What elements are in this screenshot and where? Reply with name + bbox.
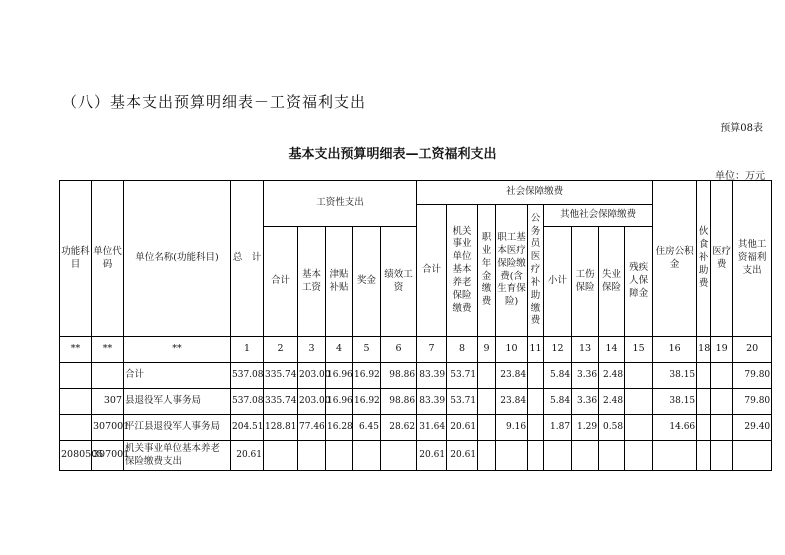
col-bonus: 奖金 [353, 227, 381, 337]
amount-cell: 20.61 [447, 441, 478, 471]
amount-cell: 83.39 [417, 389, 447, 415]
index-cell: 13 [572, 337, 599, 363]
code-cell: 307001 [92, 441, 124, 471]
amount-cell: 1.29 [572, 415, 599, 441]
col-medical: 职工基本医疗保险缴费(含生育保险) [496, 205, 528, 337]
index-cell: 4 [326, 337, 353, 363]
index-cell: 10 [496, 337, 528, 363]
amount-cell: 0.58 [599, 415, 625, 441]
code-cell: 307 [92, 389, 124, 415]
amount-cell [697, 415, 711, 441]
amount-cell: 53.71 [447, 389, 478, 415]
amount-cell: 53.71 [447, 363, 478, 389]
amount-cell: 203.00 [298, 389, 326, 415]
amount-cell: 79.80 [733, 389, 772, 415]
amount-cell: 16.92 [353, 389, 381, 415]
org-name-cell: 县退役军人事务局 [124, 389, 231, 415]
amount-cell [711, 363, 733, 389]
amount-cell [326, 441, 353, 471]
amount-cell: 5.84 [544, 363, 572, 389]
amount-cell [697, 363, 711, 389]
table-row [60, 363, 772, 389]
index-cell: 12 [544, 337, 572, 363]
amount-cell: 203.00 [298, 363, 326, 389]
amount-cell: 6.45 [353, 415, 381, 441]
amount-cell: 1.87 [544, 415, 572, 441]
index-cell: ** [124, 337, 231, 363]
index-cell: 7 [417, 337, 447, 363]
group-salary: 工资性支出 [264, 181, 417, 227]
index-row [60, 337, 772, 363]
amount-cell: 16.96 [326, 389, 353, 415]
col-civil-medical: 公务员医疗补助缴费 [528, 205, 544, 337]
index-cell: 8 [447, 337, 478, 363]
amount-cell [697, 389, 711, 415]
code-cell: 2080505 [60, 441, 92, 471]
amount-cell: 537.08 [231, 389, 264, 415]
amount-cell [496, 441, 528, 471]
amount-cell: 5.84 [544, 389, 572, 415]
amount-cell [599, 441, 625, 471]
amount-cell [625, 441, 653, 471]
code-cell: 307001 [92, 415, 124, 441]
table-row [60, 389, 772, 415]
col-unemployment: 失业保险 [599, 227, 625, 337]
table-header [60, 181, 772, 363]
section-title: （八）基本支出预算明细表－工资福利支出 [62, 93, 367, 111]
index-cell: 14 [599, 337, 625, 363]
col-allowance: 津贴补贴 [326, 227, 353, 337]
amount-cell: 20.61 [447, 415, 478, 441]
index-cell: 20 [733, 337, 772, 363]
index-cell: 1 [231, 337, 264, 363]
amount-cell: 23.84 [496, 363, 528, 389]
amount-cell [381, 441, 417, 471]
index-cell: 18 [697, 337, 711, 363]
col-performance: 绩效工资 [381, 227, 417, 337]
amount-cell: 2.48 [599, 389, 625, 415]
amount-cell [653, 441, 697, 471]
code-cell [60, 415, 92, 441]
amount-cell: 31.64 [417, 415, 447, 441]
amount-cell: 20.61 [231, 441, 264, 471]
amount-cell: 16.96 [326, 363, 353, 389]
code-cell [60, 389, 92, 415]
amount-cell: 29.40 [733, 415, 772, 441]
index-cell: 19 [711, 337, 733, 363]
col-org-code: 单位代码 [92, 181, 124, 337]
amount-cell [544, 441, 572, 471]
col-medical-fee: 医疗费 [711, 181, 733, 337]
amount-cell: 20.61 [417, 441, 447, 471]
table-body [60, 363, 772, 471]
amount-cell: 204.51 [231, 415, 264, 441]
col-injury: 工伤保险 [572, 227, 599, 337]
table-row [60, 415, 772, 441]
amount-cell: 14.66 [653, 415, 697, 441]
amount-cell [572, 441, 599, 471]
amount-cell: 335.74 [264, 363, 298, 389]
col-pension: 机关事业单位基本养老保险缴费 [447, 205, 478, 337]
col-total: 总 计 [231, 181, 264, 337]
index-cell: 9 [478, 337, 496, 363]
welfare-expenditure-table [59, 180, 772, 471]
col-housing-fund: 住房公积金 [653, 181, 697, 337]
amount-cell: 98.86 [381, 389, 417, 415]
amount-cell [697, 441, 711, 471]
amount-cell [711, 389, 733, 415]
amount-cell [528, 441, 544, 471]
index-cell: 6 [381, 337, 417, 363]
amount-cell: 38.15 [653, 389, 697, 415]
amount-cell: 28.62 [381, 415, 417, 441]
amount-cell: 38.15 [653, 363, 697, 389]
amount-cell: 77.46 [298, 415, 326, 441]
org-name-cell: 机关事业单位基本养老保险缴费支出 [124, 441, 231, 471]
index-cell: ** [92, 337, 124, 363]
amount-cell [625, 389, 653, 415]
amount-cell: 3.36 [572, 363, 599, 389]
table-title: 基本支出预算明细表—工资福利支出 [288, 147, 497, 162]
amount-cell [625, 363, 653, 389]
col-basic-salary: 基本工资 [298, 227, 326, 337]
amount-cell: 537.08 [231, 363, 264, 389]
amount-cell [264, 441, 298, 471]
amount-cell [528, 363, 544, 389]
amount-cell [625, 415, 653, 441]
table-row [60, 441, 772, 471]
col-salary-total: 合计 [264, 227, 298, 337]
amount-cell: 9.16 [496, 415, 528, 441]
index-cell: 5 [353, 337, 381, 363]
amount-cell [528, 389, 544, 415]
col-disability: 残疾人保障金 [625, 227, 653, 337]
amount-cell: 2.48 [599, 363, 625, 389]
index-cell: 16 [653, 337, 697, 363]
index-cell: 15 [625, 337, 653, 363]
col-annuity: 职业年金缴费 [478, 205, 496, 337]
col-other-social-subtotal: 小计 [544, 227, 572, 337]
amount-cell: 16.28 [326, 415, 353, 441]
amount-cell [711, 415, 733, 441]
amount-cell: 3.36 [572, 389, 599, 415]
form-code: 预算08表 [720, 123, 763, 134]
amount-cell: 98.86 [381, 363, 417, 389]
amount-cell: 335.74 [264, 389, 298, 415]
col-org-name: 单位名称(功能科目) [124, 181, 231, 337]
amount-cell [478, 389, 496, 415]
amount-cell: 79.80 [733, 363, 772, 389]
amount-cell [478, 415, 496, 441]
index-cell: 2 [264, 337, 298, 363]
col-func-code: 功能科目 [60, 181, 92, 337]
col-other-welfare: 其他工资福利支出 [733, 181, 772, 337]
group-social-security: 社会保障缴费 [417, 181, 653, 205]
amount-cell: 83.39 [417, 363, 447, 389]
index-cell: 3 [298, 337, 326, 363]
amount-cell: 128.81 [264, 415, 298, 441]
amount-cell [353, 441, 381, 471]
amount-cell [298, 441, 326, 471]
amount-cell [711, 441, 733, 471]
unit-label: 单位：万元 [715, 171, 765, 182]
group-other-social: 其他社会保障缴费 [544, 205, 653, 227]
org-name-cell: 平江县退役军人事务局 [124, 415, 231, 441]
amount-cell [733, 441, 772, 471]
org-name-cell: 合计 [124, 363, 231, 389]
amount-cell: 23.84 [496, 389, 528, 415]
col-social-total: 合计 [417, 205, 447, 337]
code-cell [92, 363, 124, 389]
col-meal-subsidy: 伙食补助费 [697, 181, 711, 337]
amount-cell: 16.92 [353, 363, 381, 389]
index-cell: ** [60, 337, 92, 363]
amount-cell [478, 363, 496, 389]
code-cell [60, 363, 92, 389]
amount-cell [528, 415, 544, 441]
amount-cell [478, 441, 496, 471]
index-cell: 11 [528, 337, 544, 363]
